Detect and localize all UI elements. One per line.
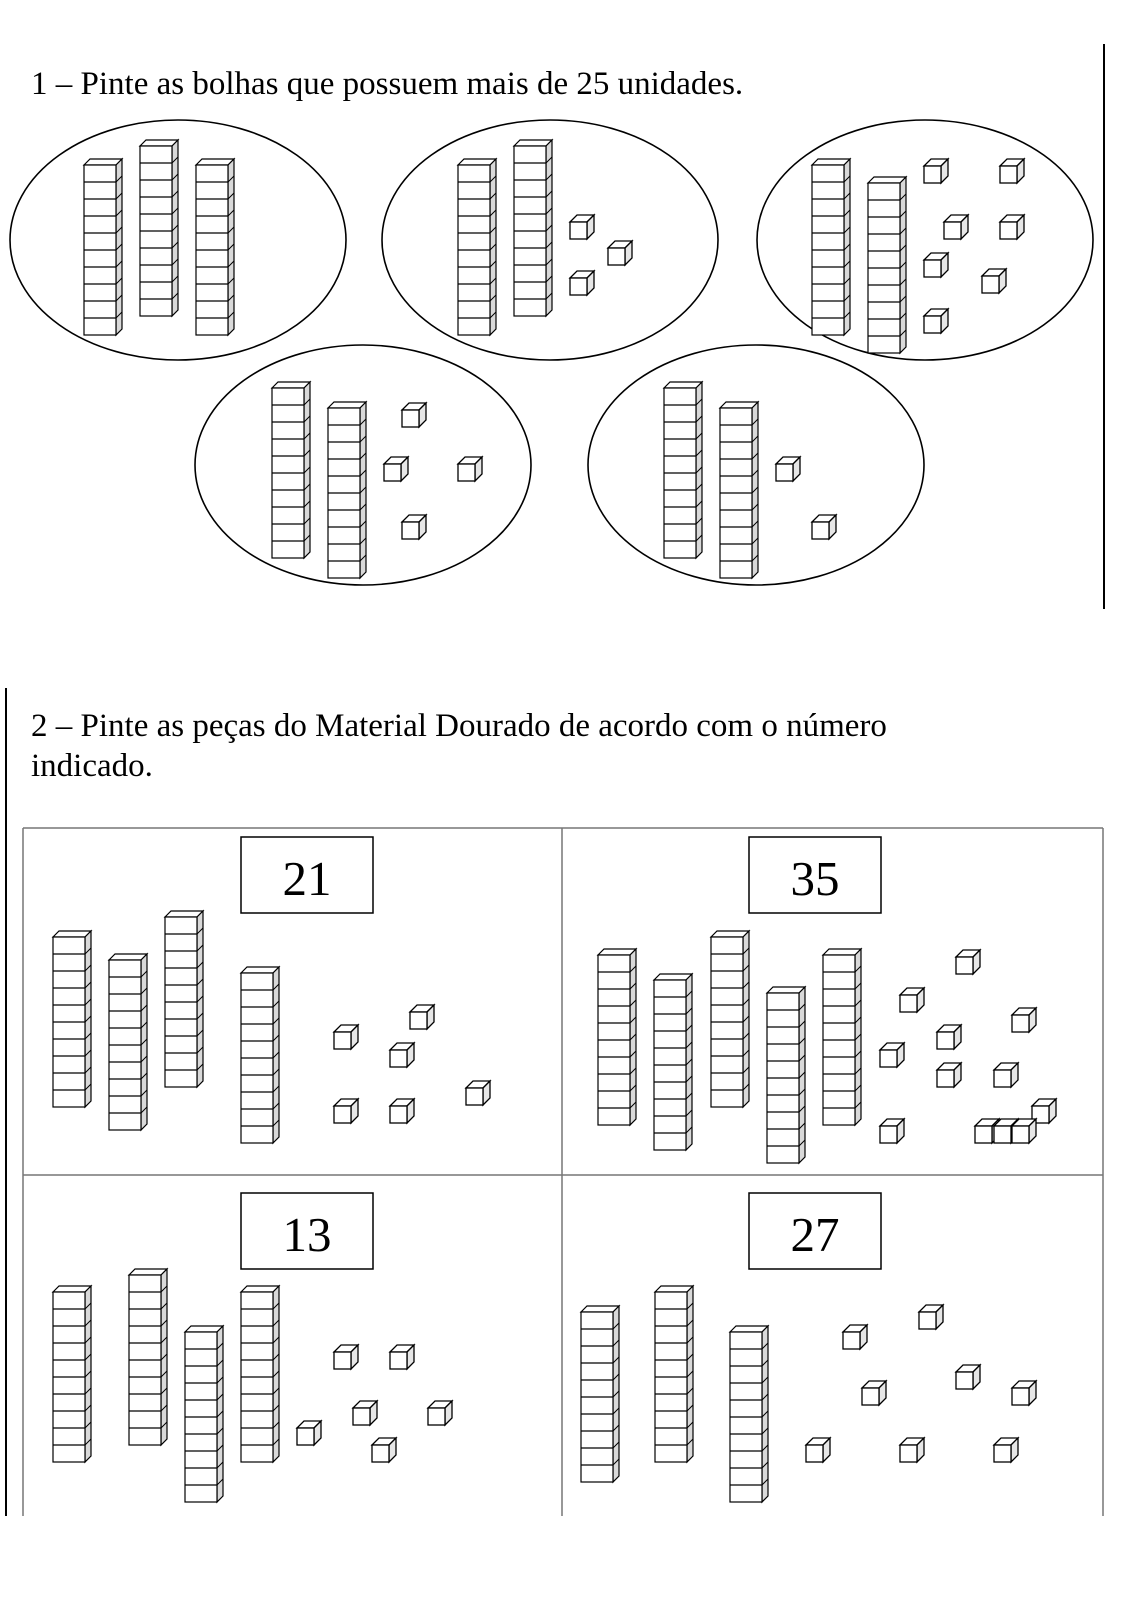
unit-cube (353, 1401, 377, 1425)
target-number: 35 (790, 851, 840, 906)
unit-cube (806, 1438, 830, 1462)
target-number: 13 (282, 1207, 332, 1262)
bubble[interactable] (382, 120, 718, 360)
question-2-prompt-line-1: 2 – Pinte as peças do Material Dourado de acordo com o número (31, 708, 887, 744)
ten-rod (655, 1286, 693, 1462)
unit-cube (862, 1381, 886, 1405)
unit-cube (843, 1325, 867, 1349)
target-number: 27 (790, 1207, 840, 1262)
unit-cube (994, 1438, 1018, 1462)
bubble[interactable] (195, 345, 531, 585)
number-cell[interactable] (53, 1193, 452, 1502)
unit-cube (956, 950, 980, 974)
ten-rod (654, 974, 692, 1150)
ten-rod (196, 159, 234, 335)
unit-cube (880, 1119, 904, 1143)
unit-cube (776, 457, 800, 481)
unit-cube (1000, 215, 1024, 239)
question-1-bubbles (10, 120, 1093, 585)
unit-cube (428, 1401, 452, 1425)
unit-cube (924, 309, 948, 333)
number-cell[interactable] (53, 837, 490, 1143)
ten-rod (868, 177, 906, 353)
ten-rod (84, 159, 122, 335)
number-cell[interactable] (598, 837, 1056, 1163)
unit-cube (982, 269, 1006, 293)
ten-rod (581, 1306, 619, 1482)
unit-cube (390, 1043, 414, 1067)
ten-rod (140, 140, 178, 316)
unit-cube (372, 1438, 396, 1462)
ten-rod (664, 382, 702, 558)
ten-rod (165, 911, 203, 1087)
unit-cube (402, 515, 426, 539)
unit-cube (402, 403, 426, 427)
unit-cube (994, 1063, 1018, 1087)
ten-rod (185, 1326, 223, 1502)
bubble[interactable] (588, 345, 924, 585)
ten-rod (458, 159, 496, 335)
ten-rod (767, 987, 805, 1163)
unit-cube (880, 1043, 904, 1067)
unit-cube (956, 1365, 980, 1389)
ten-rod (598, 949, 636, 1125)
unit-cube (1000, 159, 1024, 183)
ten-rod (241, 967, 279, 1143)
unit-cube (410, 1005, 434, 1029)
bubble[interactable] (10, 120, 346, 360)
unit-cube (384, 457, 408, 481)
ten-rod (53, 1286, 91, 1462)
target-number: 21 (282, 851, 332, 906)
bubble[interactable] (757, 120, 1093, 360)
unit-cube (924, 159, 948, 183)
ten-rod (730, 1326, 768, 1502)
unit-cube (390, 1345, 414, 1369)
number-cell[interactable] (581, 1193, 1036, 1502)
ten-rod (109, 954, 147, 1130)
ten-rod (272, 382, 310, 558)
unit-cube (334, 1025, 358, 1049)
unit-cube (570, 271, 594, 295)
unit-cube (937, 1063, 961, 1087)
ten-rod (720, 402, 758, 578)
unit-cube (812, 515, 836, 539)
unit-cube (900, 988, 924, 1012)
unit-cube (334, 1099, 358, 1123)
question-1-prompt: 1 – Pinte as bolhas que possuem mais de 25 unidades. (31, 66, 744, 102)
unit-cube (390, 1099, 414, 1123)
ten-rod (328, 402, 366, 578)
question-2-prompt-line-2: indicado. (31, 748, 153, 784)
question-2-grid (23, 828, 1103, 1516)
unit-cube (919, 1305, 943, 1329)
ten-rod (514, 140, 552, 316)
unit-cube (1012, 1008, 1036, 1032)
unit-cube (608, 241, 632, 265)
unit-cube (1012, 1119, 1036, 1143)
ten-rod (129, 1269, 167, 1445)
ten-rod (823, 949, 861, 1125)
unit-cube (334, 1345, 358, 1369)
unit-cube (900, 1438, 924, 1462)
unit-cube (458, 457, 482, 481)
ten-rod (812, 159, 850, 335)
ten-rod (711, 931, 749, 1107)
unit-cube (297, 1421, 321, 1445)
unit-cube (466, 1081, 490, 1105)
ten-rod (241, 1286, 279, 1462)
unit-cube (944, 215, 968, 239)
unit-cube (937, 1025, 961, 1049)
unit-cube (570, 215, 594, 239)
unit-cube (924, 253, 948, 277)
ten-rod (53, 931, 91, 1107)
unit-cube (1012, 1381, 1036, 1405)
